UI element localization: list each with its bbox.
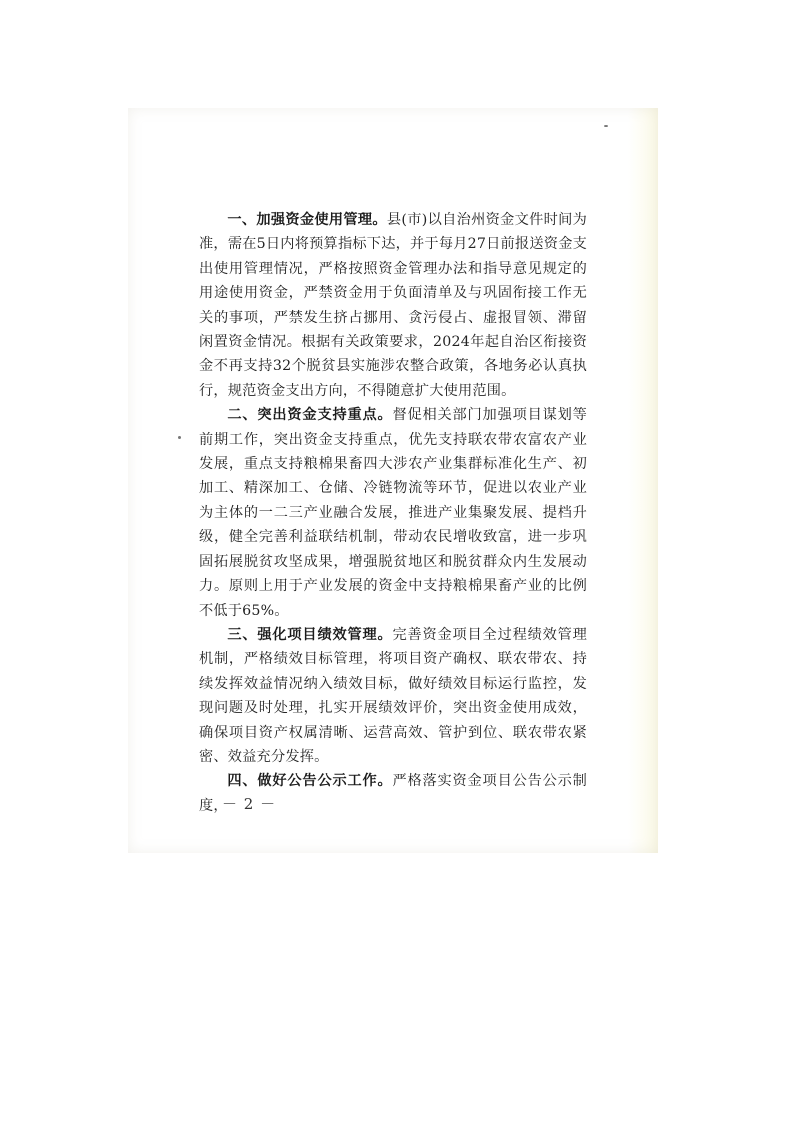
paragraph-2-heading: 二、突出资金支持重点。	[227, 407, 393, 424]
paragraph-3	[199, 623, 587, 769]
document-body	[199, 208, 587, 818]
scan-tint	[628, 108, 658, 853]
paragraph-3-body: 完善资金项目全过程绩效管理机制，严格绩效目标管理，将项目资产确权、联农带农、持续发挥效益情况纳入绩效目标，做好绩效目标运行监控，发现问题及时处理，扎实开展绩效评价，突出资金使用成效，确保项目资产权属清晰、运营高效、管护到位、联农带农紧密、效益充分发挥。	[199, 626, 587, 765]
page-number: － 2 －	[222, 795, 277, 813]
paragraph-1	[199, 208, 587, 403]
paragraph-1-heading: 一、加强资金使用管理。	[227, 212, 387, 228]
paragraph-2-body: 督促相关部门加强项目谋划等前期工作，突出资金支持重点，优先支持联农带农富农产业发展，重点支持粮棉果畜四大涉农产业集群标准化生产、初加工、精深加工、仓储、冷链物流等环节，促进以农业产业为主体的一二三产业融合发展，推进产业集聚发展、提档升级，健全完善利益联结机制，带动农民增收致富，进一步巩固拓展脱贫攻坚成果，增强脱贫地区和脱贫群众内生发展动力。原则上用于产业发展的资金中支持粮棉果畜产业的比例不低于65%。	[199, 407, 587, 619]
paragraph-4-body: 严格落实资金项目公告公示制度，	[199, 773, 587, 814]
paragraph-3-heading: 三、强化项目绩效管理。	[227, 626, 393, 643]
scan-speck	[604, 125, 608, 127]
paragraph-1-body: 县(市)以自治州资金文件时间为准，需在5日内将预算指标下达，并于每月27日前报送资金支出使用管理情况，严格按照资金管理办法和指导意见规定的用途使用资金，严禁资金用于负面清单及与巩固衔接工作无关的事项，严禁发生挤占挪用、贪污侵占、虚报冒领、滞留闲置资金情况。根据有关政策要求，2024年起自治区衔接资金不再支持32个脱贫县实施涉农整合政策，各地务必认真执行，规范资金支出方向，不得随意扩大使用范围。	[199, 212, 587, 399]
scan-speck	[178, 436, 181, 439]
paragraph-4-heading: 四、做好公告公示工作。	[227, 773, 393, 790]
paragraph-2	[199, 403, 587, 623]
